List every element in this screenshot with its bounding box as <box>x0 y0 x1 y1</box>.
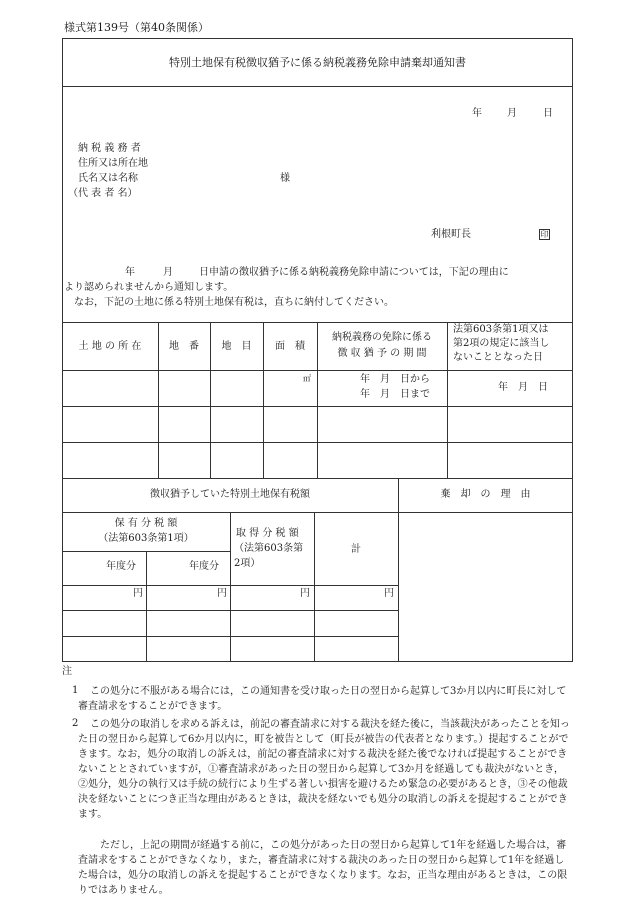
holding-tax-subheading: （法第603条第1項） <box>98 533 194 544</box>
date-year: 年 <box>472 108 482 119</box>
tax-heading-bottom <box>62 512 573 513</box>
header-period-line-1: 納税義務の免除に係る <box>332 332 432 343</box>
header-ineligible-line-1: 法第603条第1項又は <box>453 324 549 335</box>
holding-tax-heading: 保 有 分 税 額 <box>114 518 178 529</box>
ineligible-date: 年 月 日 <box>498 382 548 393</box>
acquisition-heading-line-1: 取 得 分 税 額 <box>236 528 299 539</box>
note-1-number: 1 <box>72 685 79 696</box>
land-table-bottom <box>62 478 573 479</box>
yen-unit: 円 <box>300 588 310 599</box>
land-col-4 <box>317 322 318 478</box>
title-divider <box>62 86 573 87</box>
tax-col-fiscal-split <box>146 551 147 662</box>
taxpayer-heading: 納 税 義 務 者 <box>78 143 141 154</box>
body-month: 月 <box>163 267 173 278</box>
deferred-tax-heading: 徴収猶予していた特別土地保有税額 <box>150 489 310 500</box>
date-month: 月 <box>507 108 517 119</box>
document-title: 特別土地保有税徴収猶予に係る納税義務免除申請棄却通知書 <box>169 56 466 69</box>
tax-row-1 <box>62 610 398 611</box>
notes-heading: 注 <box>62 666 72 677</box>
header-ineligible-line-3: ないこととなった日 <box>453 352 543 363</box>
body-text-3: なお，下記の土地に係る特別土地保有税は，直ちに納付してください。 <box>74 297 394 308</box>
fiscal-year-label-2: 年度分 <box>189 561 219 572</box>
fiscal-year-label-1: 年度分 <box>106 561 136 572</box>
body-text-2: より認められませんから通知します。 <box>64 282 234 293</box>
body-year: 年 <box>125 267 135 278</box>
area-unit: ㎡ <box>303 374 311 383</box>
name-label: 氏名又は名称 <box>78 173 138 184</box>
header-land-category: 地 目 <box>221 341 252 352</box>
representative-label: （代 表 者 名） <box>68 188 138 199</box>
acquisition-heading-line-3: 2項） <box>234 558 261 569</box>
date-day: 日 <box>543 108 553 119</box>
reason-heading: 棄 却 の 理 由 <box>440 489 531 500</box>
address-label: 住所又は所在地 <box>78 158 148 169</box>
period-to: 年 月 日まで <box>360 389 430 400</box>
body-text-1: 日申請の徴収猶予に係る納税義務免除申請については，下記の理由に <box>199 267 509 278</box>
reason-divider <box>398 512 399 662</box>
header-lot-number: 地 番 <box>169 341 199 352</box>
note-2-text: この処分の取消しを求める訴えは，前記の審査請求に対する裁決を経た後に，当該裁決があったことを知った日の翌日から起算して6か月以内に，町を被告として（町長が被告の代表者となります。）提起することができます。なお，処分の取消しの訴えは，前記の審査請求に対する裁決を経た後でなければ提起することができないこととされていますが，①審査請求があった日の翌日から起算して3か月を経過しても裁決がないとき，②処分，処分の執行又は手続の続行により生ずる著しい損害を避けるため緊急の必要があるとき，③その他裁決を経ないことにつき正当な理由があるときは，裁決を経ないでも処分の取消しの訴えを提起することができます。 <box>78 719 570 820</box>
header-location: 土 地 の 所 在 <box>78 341 142 352</box>
tax-row-2 <box>62 636 398 637</box>
tax-col-holding-right <box>230 512 231 662</box>
tax-header-bottom <box>62 585 398 586</box>
note-2-proviso: ただし，上記の期間が経過する前に，この処分があった日の翌日から起算して1年を経過した場合は，審査請求をすることができなくなり，また，審査請求に対する裁決のあった日の翌日から起算して1年を経過した場合は，処分の取消しの訴えを提起することができなくなります。なお，正当な理由があるときは，この限りではありません。 <box>78 840 568 896</box>
tax-col-acquisition-right <box>314 512 315 662</box>
seal-mark: 印 <box>540 230 549 239</box>
yen-unit: 円 <box>384 588 394 599</box>
note-1-text: この処分に不服がある場合には，この通知書を受け取った日の翌日から起算して3か月以内に町長に対して審査請求をすることができます。 <box>78 686 567 712</box>
header-period-line-2: 徴 収 猶 予 の 期 間 <box>337 348 427 359</box>
issuer-name: 利根町長 <box>431 229 471 240</box>
holding-sub-divider <box>62 551 230 552</box>
note-2-number: 2 <box>72 718 79 729</box>
acquisition-heading-line-2: （法第603条第 <box>234 543 304 554</box>
honorific: 様 <box>280 173 290 184</box>
header-area: 面 積 <box>275 341 305 352</box>
period-from: 年 月 日から <box>360 374 430 385</box>
total-heading: 計 <box>351 544 361 555</box>
yen-unit: 円 <box>217 588 227 599</box>
form-number: 様式第139号（第40条関係） <box>64 21 209 34</box>
land-col-5 <box>447 322 448 478</box>
yen-unit: 円 <box>133 588 143 599</box>
header-ineligible-line-2: 第2項の規定に該当し <box>453 338 550 349</box>
